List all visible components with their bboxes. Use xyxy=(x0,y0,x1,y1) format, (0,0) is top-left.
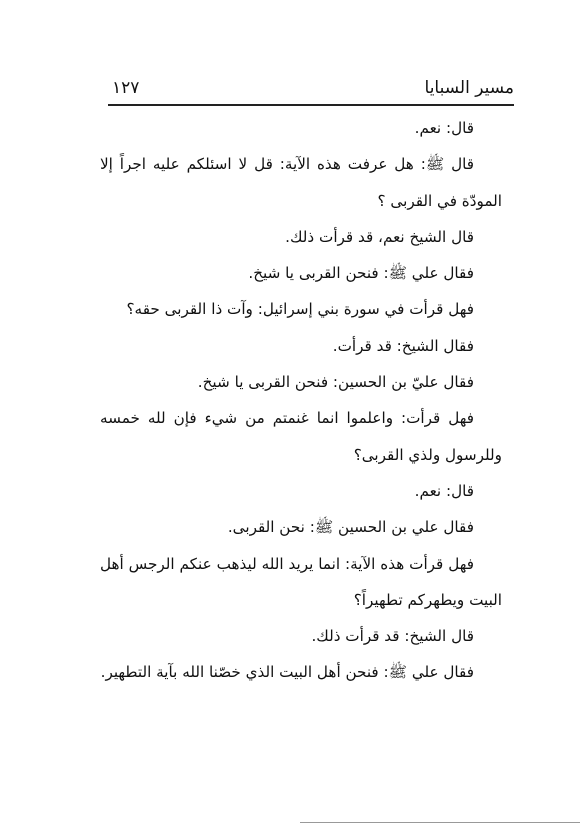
paragraph: فقال علي ﷺ: فنحن القربى يا شيخ. xyxy=(248,264,474,283)
paragraph: فقال عليّ بن الحسين: فنحن القربى يا شيخ. xyxy=(197,373,474,392)
page-header xyxy=(108,78,514,104)
paragraph: قال ﷺ: هل عرفت هذه الآية: قل لا اسئلكم عليه اجراً إلا المودّة في القربى ؟ xyxy=(100,155,502,210)
paragraph: فهل قرأت هذه الآية: انما يريد الله ليذهب عنكم الرجس أهل البيت ويطهركم تطهيراً؟ xyxy=(100,554,502,609)
paragraph: فقال علي ﷺ: فنحن أهل البيت الذي خصّنا الله بآية التطهير. xyxy=(100,663,474,682)
paragraph: قال: نعم. xyxy=(414,481,474,500)
paragraph: قال الشيخ نعم، قد قرأت ذلك. xyxy=(285,227,474,246)
bottom-edge-line xyxy=(300,822,580,823)
book-title: مسير السبايا xyxy=(424,78,514,98)
paragraph: فهل قرأت في سورة بني إسرائيل: وآت ذا القربى حقه؟ xyxy=(126,300,474,319)
paragraph: فهل قرأت: واعلموا انما غنمتم من شيء فإن لله خمسه وللرسول ولذي القربى؟ xyxy=(100,409,502,464)
paragraph: فقال الشيخ: قد قرأت. xyxy=(332,336,474,355)
header-rule xyxy=(108,104,514,106)
paragraph: قال: نعم. xyxy=(414,119,474,137)
paragraph: فقال علي بن الحسين ﷺ: نحن القربى. xyxy=(227,518,474,537)
paragraph: قال الشيخ: قد قرأت ذلك. xyxy=(311,627,474,646)
page-number: ١٢٧ xyxy=(112,78,140,98)
body-text xyxy=(100,110,502,691)
